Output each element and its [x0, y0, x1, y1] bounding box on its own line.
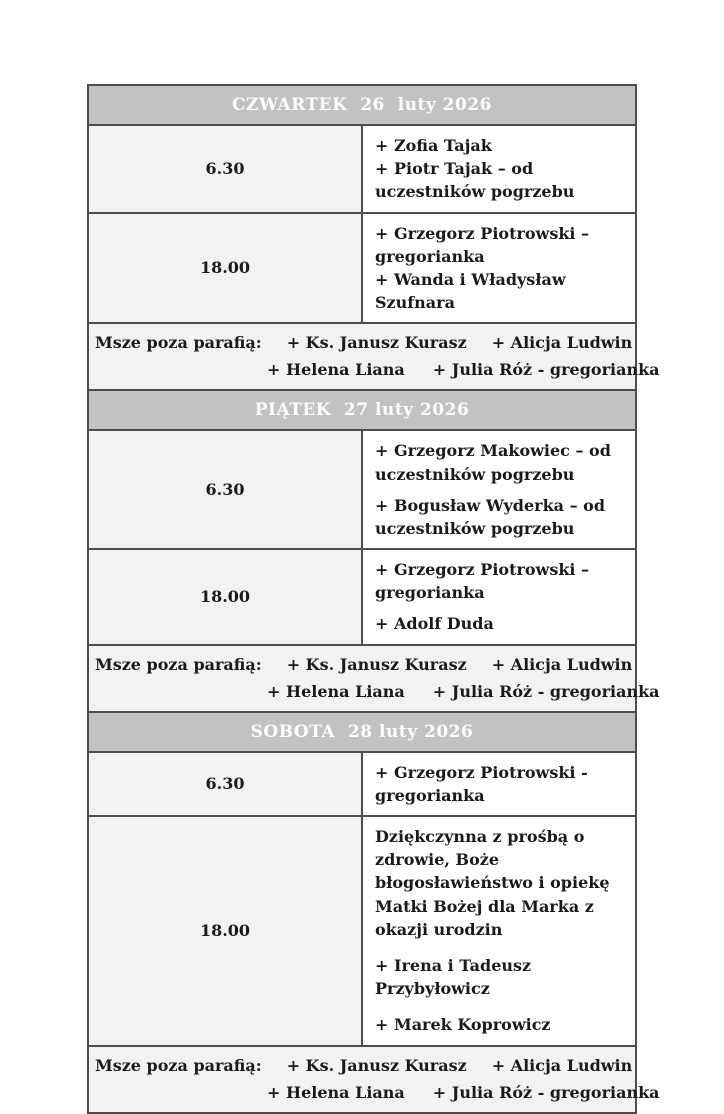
- time-cell: 6.30: [88, 752, 362, 816]
- document-page: [0, 84, 724, 1108]
- outside-masses-label: Msze poza parafią:: [95, 333, 262, 353]
- intentions-cell: [362, 816, 636, 1046]
- mass-row: [88, 816, 636, 1046]
- day-header-piatek: PIĄTEK 27 luty 2026: [88, 390, 636, 430]
- intentions-cell: [362, 213, 636, 324]
- time-cell: 18.00: [88, 549, 362, 645]
- outside-masses-label: Msze poza parafią:: [95, 654, 262, 674]
- time-cell: 18.00: [88, 213, 362, 324]
- day-header-sobota: SOBOTA 28 luty 2026: [88, 712, 636, 752]
- intention-line: + Grzegorz Makowiec – od uczestników pogrzebu: [375, 441, 611, 484]
- intentions-cell: [362, 125, 636, 213]
- intention-line: + Grzegorz Piotrowski - gregorianka: [375, 762, 588, 805]
- outside-mass-entry: + Julia Róż - gregorianka: [432, 681, 660, 701]
- intentions-cell: [362, 549, 636, 645]
- time-cell: 6.30: [88, 430, 362, 549]
- outside-masses-line2: [267, 360, 660, 380]
- outside-mass-entry: + Julia Róż - gregorianka: [432, 1082, 660, 1102]
- intention-line: + Adolf Duda: [375, 614, 494, 634]
- day-header-czwartek: CZWARTEK 26 luty 2026: [88, 85, 636, 125]
- outside-masses-line2: [267, 1082, 660, 1102]
- mass-row: [88, 430, 636, 549]
- intention-line: + Marek Koprowicz: [375, 1015, 551, 1035]
- intention-line: + Wanda i Władysław Szufnara: [375, 269, 566, 313]
- outside-masses-line1: [95, 1055, 633, 1075]
- outside-masses-line1: [95, 654, 633, 674]
- outside-masses-cell: [88, 1046, 660, 1113]
- intentions-cell: [362, 430, 636, 549]
- outside-mass-entry: + Helena Liana: [267, 360, 405, 380]
- outside-mass-entry: + Helena Liana: [267, 1082, 405, 1102]
- mass-row: [88, 752, 636, 816]
- intention-line: Dziękczynna z prośbą o zdrowie, Boże błogosławieństwo i opiekę Matki Bożej dla Marka z okazji urodzin: [375, 827, 610, 939]
- outside-masses-row: [88, 1046, 636, 1113]
- intentions-cell: [362, 752, 636, 816]
- intention-line: + Grzegorz Piotrowski – gregorianka: [375, 560, 590, 603]
- outside-masses-cell: [88, 645, 660, 712]
- time-cell: 18.00: [88, 816, 362, 1046]
- outside-mass-entry: + Alicja Ludwin: [491, 333, 633, 353]
- mass-row: [88, 213, 636, 324]
- outside-masses-line2: [267, 681, 660, 701]
- outside-mass-entry: + Helena Liana: [267, 681, 405, 701]
- mass-row: [88, 125, 636, 213]
- outside-mass-entry: + Ks. Janusz Kurasz: [286, 1055, 467, 1075]
- intention-line: + Grzegorz Piotrowski – gregorianka: [375, 223, 590, 266]
- outside-masses-cell: [88, 323, 660, 390]
- outside-mass-entry: + Ks. Janusz Kurasz: [286, 654, 467, 674]
- outside-masses-row: [88, 645, 636, 712]
- mass-row: [88, 549, 636, 645]
- outside-mass-entry: + Ks. Janusz Kurasz: [286, 333, 467, 353]
- day-header-row: [88, 712, 636, 752]
- outside-mass-entry: + Alicja Ludwin: [491, 1055, 633, 1075]
- intention-line: + Bogusław Wyderka – od uczestników pogrzebu: [375, 495, 606, 538]
- outside-masses-label: Msze poza parafią:: [95, 1055, 262, 1075]
- mass-schedule-table: [87, 84, 660, 1114]
- intention-line: + Zofia Tajak: [375, 136, 492, 155]
- outside-masses-line1: [95, 333, 633, 353]
- intention-line: + Piotr Tajak – od uczestników pogrzebu: [375, 159, 575, 202]
- outside-mass-entry: + Julia Róż - gregorianka: [432, 360, 660, 380]
- time-cell: 6.30: [88, 125, 362, 213]
- day-header-row: [88, 390, 636, 430]
- intention-line: + Irena i Tadeusz Przybyłowicz: [375, 955, 532, 999]
- outside-mass-entry: + Alicja Ludwin: [491, 654, 633, 674]
- outside-masses-row: [88, 323, 636, 390]
- day-header-row: [88, 85, 636, 125]
